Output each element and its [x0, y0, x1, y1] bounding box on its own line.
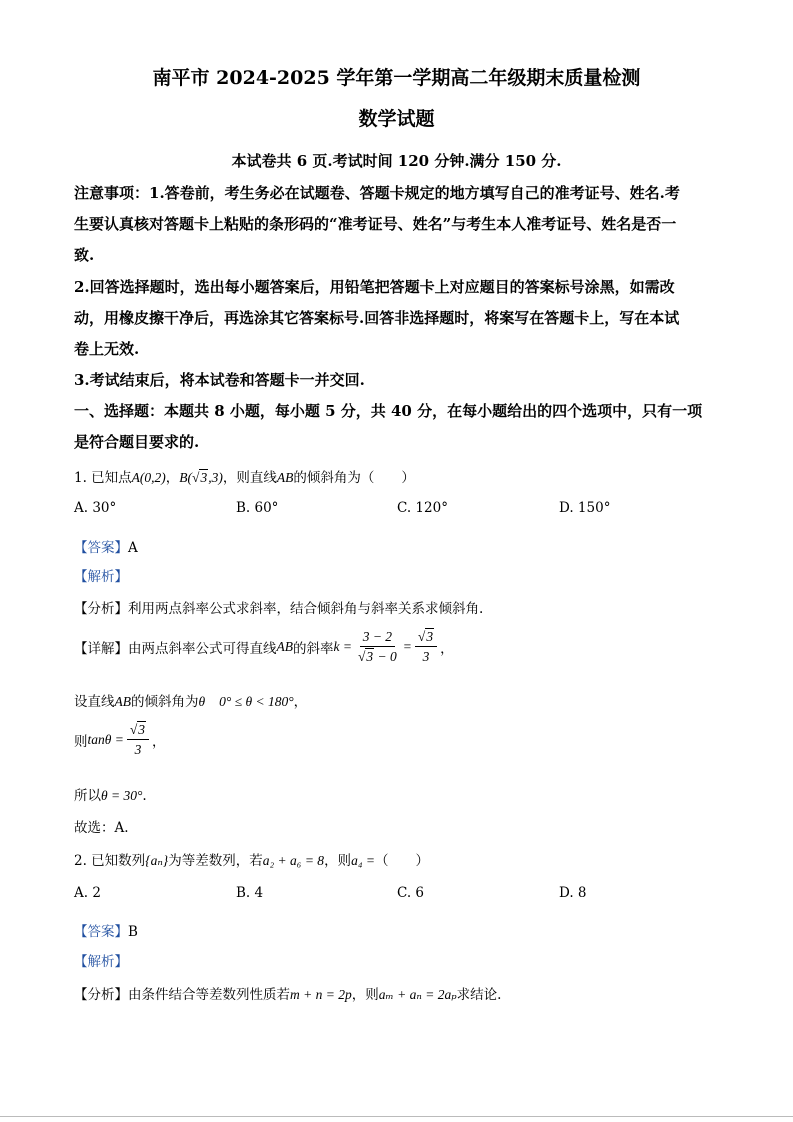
q1-point-b-post: ,3) [208, 470, 223, 485]
q2-fenxi-cond: m + n = 2p [290, 987, 352, 1002]
q2-fenxi [74, 983, 501, 1003]
q2-target: a₄ = [351, 853, 375, 868]
page-title: 南平市 2024-2025 学年第一学期高二年级期末质量检测 [152, 67, 641, 89]
q1-fenxi-tag: 【分析】 [74, 601, 128, 617]
q2-cond: a₂ + a₆ = 8 [262, 853, 325, 868]
question-2-stem [74, 849, 429, 869]
q2-seq: {aₙ} [145, 853, 169, 868]
q1-analysis-tag: 【解析】 [74, 569, 128, 585]
q1-set-end: ， [293, 694, 308, 710]
q2-mid: 为等差数列，若 [168, 853, 263, 869]
q2-option-a: A. 2 [74, 885, 101, 901]
notes-line-3: 致. [74, 246, 95, 264]
q2-option-b: B. 4 [236, 885, 264, 901]
q2-fenxi-end: 求结论. [456, 987, 502, 1003]
q1-mid: ，则直线 [222, 470, 277, 486]
page-bottom-divider [0, 1116, 793, 1117]
q1-slope-den-post: − 0 [374, 649, 397, 664]
section-heading-line-2: 是符合题目要求的. [74, 433, 200, 451]
page-subtitle: 数学试题 [358, 108, 435, 130]
q2-fenxi-res: aₘ + aₙ = 2aₚ [378, 987, 457, 1002]
q1-detail-tag: 【详解】 [74, 640, 128, 657]
q1-point-a: A(0,2) [131, 470, 166, 485]
q1-slope-result-rad: 3 [426, 629, 434, 644]
q1-detail-pre: 由两点斜率公式可得直线 [128, 640, 277, 657]
q1-choose: 故选：A. [74, 820, 129, 836]
q1-slope-fraction [355, 627, 400, 666]
notes-line-2: 生要认真核对答题卡上粘贴的条形码的“准考证号、姓名”与考生本人准考证号、姓名是否一 [74, 215, 677, 233]
q1-slope-result [415, 627, 437, 666]
q1-suffix: 的倾斜角为（ ） [293, 470, 415, 486]
q1-conclusion [74, 784, 147, 804]
q1-tan-pre: 则 [74, 733, 88, 750]
q1-detail-end: ， [440, 640, 454, 657]
q2-prefix: 2. 已知数列 [74, 853, 146, 869]
q2-option-d: D. 8 [559, 885, 587, 901]
q1-option-d: D. 150° [559, 500, 611, 516]
q1-tan-fraction [127, 720, 149, 759]
q2-option-c: C. 6 [397, 885, 425, 901]
q1-answer [74, 536, 138, 556]
q1-tan-end: ， [152, 733, 166, 750]
q1-tan-expr: tanθ = [87, 731, 124, 747]
q1-equals: = [402, 638, 412, 654]
q1-slope-den-rad: 3 [366, 649, 374, 664]
q2-answer-tag: 【答案】 [74, 924, 128, 940]
q1-answer-value: A [128, 540, 138, 556]
q2-mid2: ，则 [324, 853, 352, 869]
q1-prefix: 1. 已知点 [74, 470, 132, 486]
question-1-stem [74, 466, 415, 486]
q1-so-expr: θ = 30° [101, 788, 143, 803]
q1-detail-ab: AB [276, 638, 293, 654]
q2-analysis-tag: 【解析】 [74, 954, 128, 970]
q1-sep: ， [165, 470, 180, 486]
notes-line-1: 注意事项：1.答卷前，考生务必在试题卷、答题卡规定的地方填写自己的准考证号、姓名.考 [74, 184, 680, 202]
q1-answer-tag: 【答案】 [74, 540, 128, 556]
q1-set-theta: θ [198, 694, 206, 709]
q1-detail-k: k = [333, 638, 352, 654]
q1-slope-result-num: √3 [415, 627, 437, 647]
q1-option-c: C. 120° [397, 500, 448, 516]
q1-slope-denominator: √3 − 0 [357, 649, 397, 664]
notes-line-6: 卷上无效. [74, 340, 140, 358]
q1-tan-num: √3 [127, 720, 149, 740]
q1-detail-mid: 的斜率 [293, 640, 334, 657]
q1-point-b: B(√3,3) [179, 470, 223, 485]
q2-fenxi-mid: ，则 [351, 987, 379, 1003]
q2-suffix: （ ） [375, 853, 429, 869]
q1-set-angle [74, 690, 307, 710]
q1-tan [74, 720, 166, 759]
q1-option-a: A. 30° [74, 500, 117, 516]
notes-line-5: 动，用橡皮擦干净后，再选涂其它答案标号.回答非选择题时，将案写在答题卡上，写在本试 [74, 309, 680, 327]
section-heading-line-1: 一、选择题：本题共 8 小题，每小题 5 分，共 40 分，在每小题给出的四个选项中，只有一项 [74, 402, 703, 420]
q1-tan-rad: 3 [138, 722, 146, 737]
notes-line-4: 2.回答选择题时，选出每小题答案后，用铅笔把答题卡上对应题目的答案标号涂黑，如需改 [74, 278, 675, 296]
q1-slope-result-den: 3 [422, 649, 430, 664]
q2-fenxi-tag: 【分析】 [74, 987, 128, 1003]
q1-set-pre: 设直线 [74, 694, 115, 710]
q1-fenxi-text: 利用两点斜率公式求斜率，结合倾斜角与斜率关系求倾斜角. [128, 601, 484, 617]
q1-so-end: . [142, 788, 147, 804]
q1-slope-numerator: 3 − 2 [360, 627, 395, 647]
q1-tan-den: 3 [134, 742, 142, 757]
q2-answer [74, 920, 138, 940]
q1-detail [74, 627, 454, 666]
notes-line-7: 3.考试结束后，将本试卷和答题卡一并交回. [74, 371, 365, 389]
exam-info: 本试卷共 6 页.考试时间 120 分钟.满分 150 分. [231, 152, 562, 170]
q2-answer-value: B [128, 924, 138, 940]
q1-option-b: B. 60° [236, 500, 279, 516]
q2-fenxi-pre: 由条件结合等差数列性质若 [128, 987, 290, 1003]
q1-set-mid: 的倾斜角为 [131, 694, 199, 710]
q1-fenxi [74, 597, 483, 617]
q1-point-b-rad: 3 [200, 470, 208, 485]
q1-set-ab: AB [114, 694, 131, 709]
q1-point-b-pre: B( [179, 470, 193, 485]
q1-so-pre: 所以 [74, 788, 101, 804]
q1-set-range: 0° ≤ θ < 180° [219, 694, 294, 709]
q1-line-ab: AB [276, 470, 294, 485]
